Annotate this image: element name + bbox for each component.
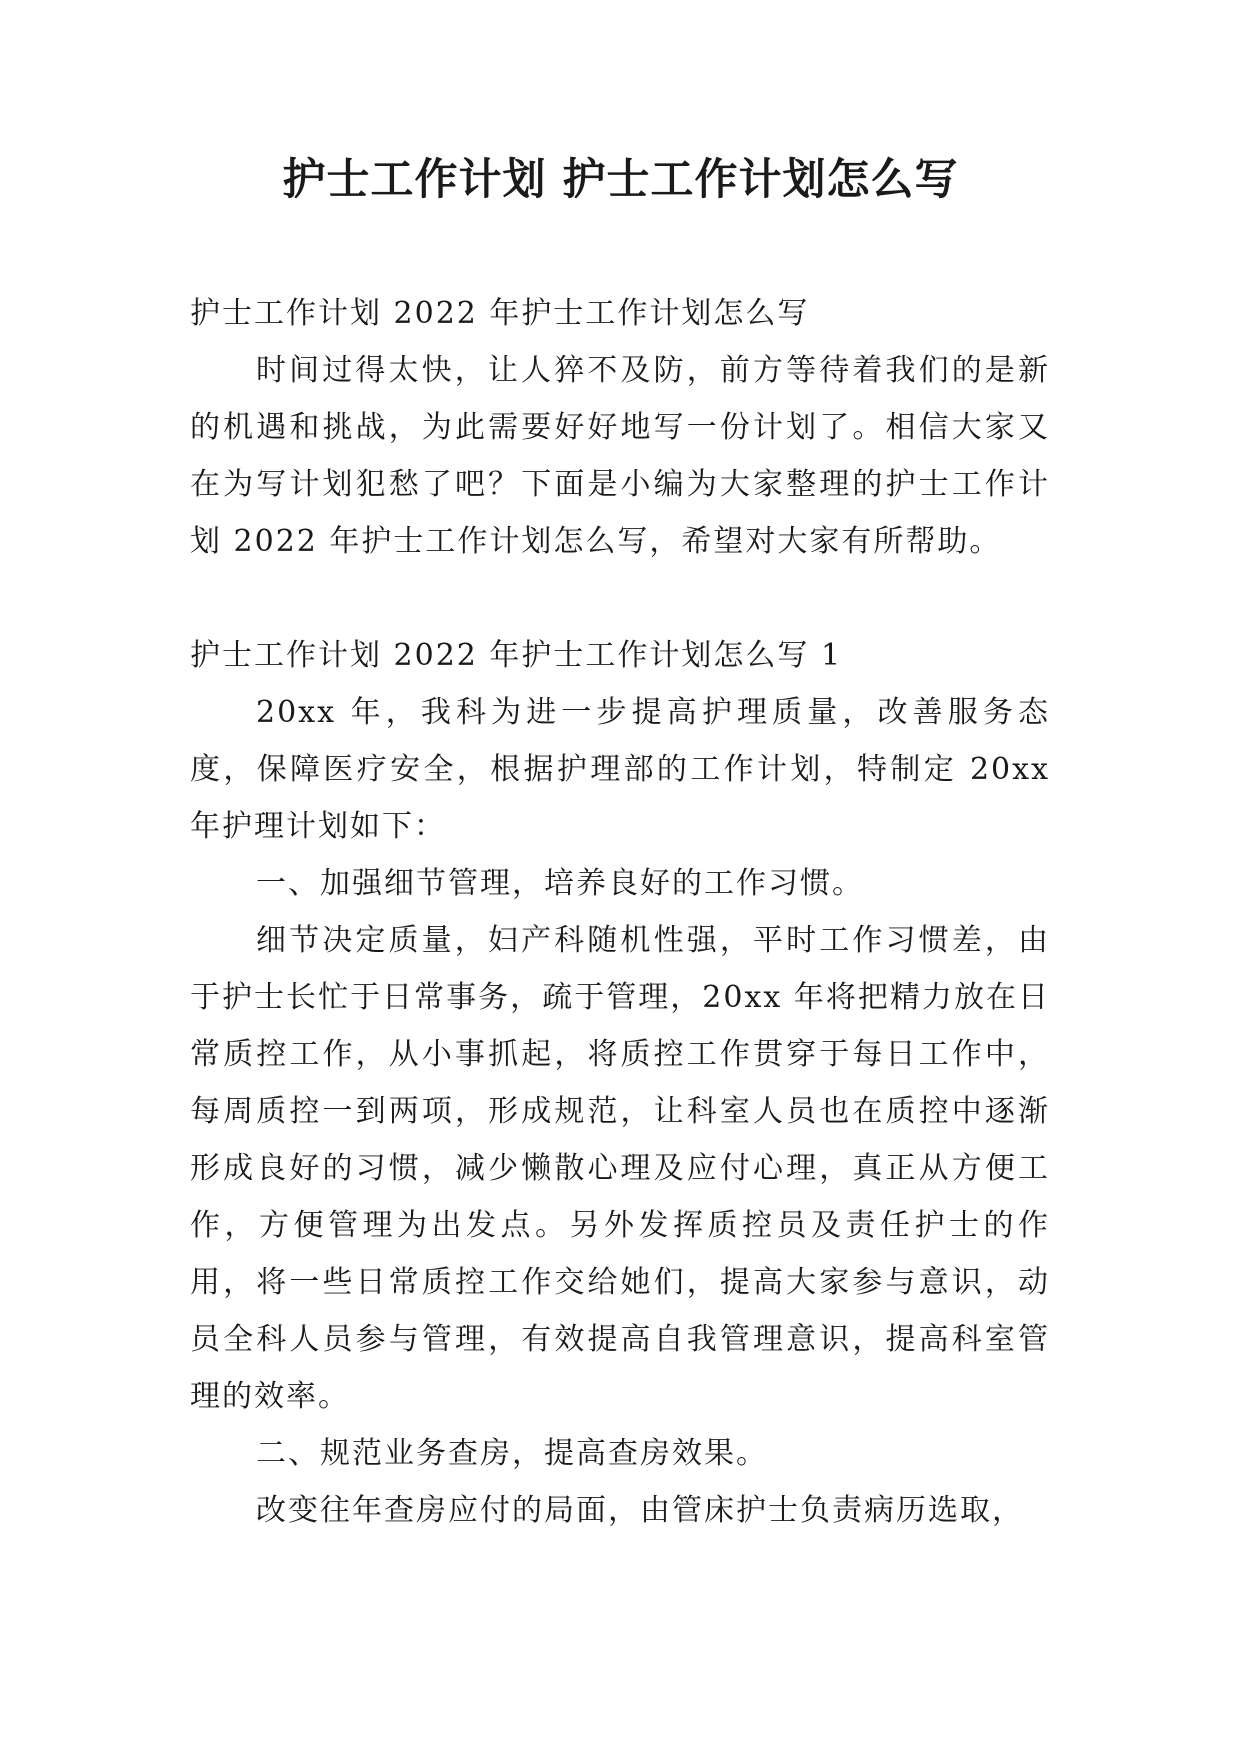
intro-paragraph: 时间过得太快，让人猝不及防，前方等待着我们的是新的机遇和挑战，为此需要好好地写一份计划了。相信大家又在为写计划犯愁了吧？下面是小编为大家整理的护士工作计划 2022 年护士工作计划怎么写，希望对大家有所帮助。 (190, 353, 1050, 559)
body-paragraph: 细节决定质量，妇产科随机性强，平时工作习惯差，由于护士长忙于日常事务，疏于管理，20xx 年将把精力放在日常质控工作，从小事抓起，将质控工作贯穿于每日工作中，每周质控一到两项，形成规范，让科室人员也在质控中逐渐形成良好的习惯，减少懒散心理及应付心理，真正从方便工作，方便管理为出发点。另外发挥质控员及责任护士的作用，将一些日常质控工作交给她们，提高大家参与意识，动员全科人员参与管理，有效提高自我管理意识，提高科室管理的效率。 (190, 923, 1050, 1414)
document-body (190, 285, 1050, 1539)
section-subtitle: 护士工作计划 2022 年护士工作计划怎么写 (190, 296, 810, 331)
body-paragraph: 20xx 年，我科为进一步提高护理质量，改善服务态度，保障医疗安全，根据护理部的工作计划，特制定 20xx 年护理计划如下： (190, 695, 1050, 844)
paragraph-spacer (190, 570, 1050, 627)
section-heading: 二、规范业务查房，提高查房效果。 (256, 1436, 768, 1471)
body-paragraph: 改变往年查房应付的局面，由管床护士负责病历选取， (256, 1493, 1024, 1528)
document-title: 护士工作计划 护士工作计划怎么写 (282, 155, 959, 205)
section-heading: 一、加强细节管理，培养良好的工作习惯。 (256, 866, 864, 901)
section-subtitle: 护士工作计划 2022 年护士工作计划怎么写 1 (190, 638, 843, 673)
